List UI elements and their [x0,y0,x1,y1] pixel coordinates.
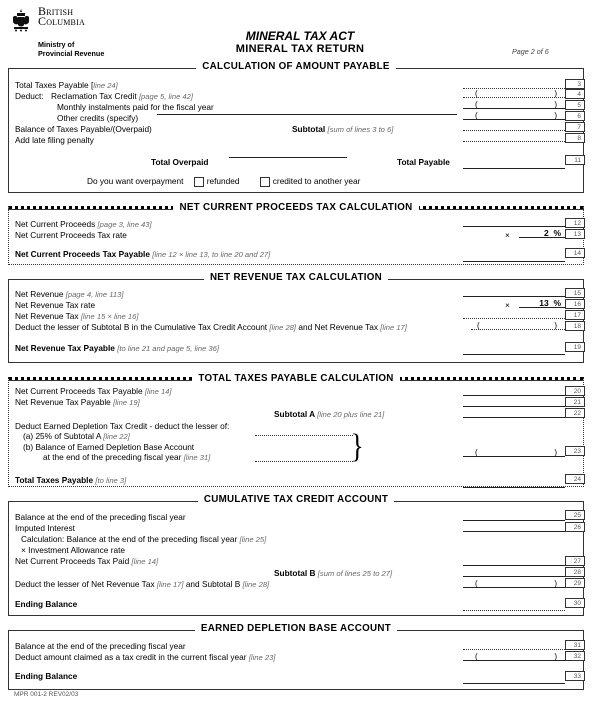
section-title: CALCULATION OF AMOUNT PAYABLE [9,61,583,72]
option-a-field[interactable] [255,435,353,436]
amount-field-6[interactable]: ( ) [463,110,565,120]
line-number-32: 32 [565,651,585,661]
amount-field-15[interactable] [463,287,565,297]
section-ncp-tax [8,202,584,265]
row-nr: Net Revenue [page 4, line 113] [15,289,124,299]
option-b-field[interactable] [255,461,353,462]
line-number-29: 29 [565,578,585,588]
subtotal-b-label: Subtotal B [sum of lines 25 to 27] [274,568,393,578]
row-nr-tax: Net Revenue Tax [line 15 × line 16] [15,311,139,321]
nr-rate-field: 13 % [519,298,565,308]
total-overpaid-label: Total Overpaid [151,157,209,167]
amount-field-7[interactable] [463,121,565,131]
overpayment-question: Do you want overpayment refunded credited to another year [87,176,361,186]
row-edba-ending: Ending Balance [15,671,78,681]
credited-checkbox[interactable] [260,177,270,187]
section-total-taxes [8,373,584,487]
row-reclamation: Deduct: Reclamation Tax Credit [page 5, line 42] [15,91,193,101]
row-option-b-cont: at the end of the preceding fiscal year [line 31] [43,452,211,462]
section-amount-payable [8,61,584,193]
line-number-19: 19 [565,342,585,352]
ministry-line-1: Ministry of [38,40,75,49]
amount-field-8[interactable] [463,132,565,142]
row-deduct-edtc: Deduct Earned Depletion Tax Credit - deduct the lesser of: [15,421,230,431]
line-number-26: 26 [565,522,585,532]
row-option-a: (a) 25% of Subtotal A [line 22] [23,431,130,441]
amount-field-5[interactable]: ( ) [463,99,565,109]
row-balance: Balance of Taxes Payable/(Overpaid) [15,124,152,134]
ministry-line-2: Provincial Revenue [38,48,105,58]
other-credits-specify-field[interactable] [157,114,457,115]
ncp-rate-field: 2 % [519,228,565,238]
row-deduct-lesser: Deduct the lesser of Net Revenue Tax [line 17] and Subtotal B [line 28] [15,579,270,589]
section-title: TOTAL TAXES PAYABLE CALCULATION [9,373,583,384]
line-number-14: 14 [565,248,585,258]
credited-label: credited to another year [272,176,361,186]
line-number-31: 31 [565,640,585,650]
times-symbol: × [505,300,510,310]
amount-field-31[interactable] [463,640,565,650]
amount-field-17[interactable] [463,309,565,319]
amount-field-14[interactable] [463,252,565,262]
line-number-28: 28 [565,567,585,577]
row-ncp-rate: Net Current Proceeds Tax rate [15,230,127,240]
org-line-2: Columbia [38,14,85,28]
amount-field-27[interactable] [463,556,565,566]
row-calculation: Calculation: Balance at the end of the preceding fiscal year [line 25] [21,534,267,544]
line-number-12: 12 [565,218,585,228]
line-number-16: 16 [565,299,585,309]
amount-field-4[interactable]: ( ) [463,88,565,98]
row-ncp-paid: Net Current Proceeds Tax Paid [line 14] [15,556,159,566]
refunded-label: refunded [206,176,240,186]
subtotal-label: Subtotal [sum of lines 3 to 6] [292,124,394,134]
amount-field-28[interactable] [463,567,565,577]
line-number-13: 13 [565,229,585,239]
line-number-20: 20 [565,386,585,396]
section-cumulative [8,494,584,616]
total-overpaid-field[interactable] [229,157,347,158]
subtotal-a-label: Subtotal A [line 20 plus line 21] [274,409,385,419]
row-other-credits: Other credits (specify) [57,113,139,123]
amount-field-19[interactable] [463,345,565,355]
times-symbol: × [505,230,510,240]
row-total-taxes-payable: Total Taxes Payable [to line 3] [15,475,127,485]
amount-field-30[interactable] [463,601,565,611]
line-number-3: 3 [565,79,585,89]
amount-field-32[interactable]: ( ) [463,651,565,661]
refunded-checkbox[interactable] [194,177,204,187]
line-number-23: 23 [565,446,585,456]
row-nr-rate: Net Revenue Tax rate [15,300,96,310]
row-nr-payable: Net Revenue Tax Payable [to line 21 and page 5, line 36] [15,343,219,353]
line-number-21: 21 [565,397,585,407]
row-ending-balance: Ending Balance [15,599,78,609]
line-number-33: 33 [565,671,585,681]
row-nr-deduct: Deduct the lesser of Subtotal B in the Cumulative Tax Credit Account [line 28] and Net Revenue Tax [line 17] [15,322,407,332]
line-number-5: 5 [565,100,585,110]
line-number-7: 7 [565,122,585,132]
amount-field-29[interactable]: ( ) [463,578,565,588]
amount-field-20[interactable] [463,386,565,396]
line-number-22: 22 [565,408,585,418]
line-number-24: 24 [565,474,585,484]
amount-field-22[interactable] [463,408,565,418]
amount-field-24[interactable] [463,478,565,488]
amount-field-18[interactable]: ( ) [471,320,565,330]
section-earned-depletion [8,623,584,690]
form-title: MINERAL TAX RETURN [235,43,365,55]
line-number-27: 27 [565,556,585,566]
row-ncp: Net Current Proceeds [page 3, line 43] [15,219,152,229]
row-edba-balance: Balance at the end of the preceding fiscal year [15,641,186,651]
row-imputed-interest: Imputed Interest [15,523,75,533]
line-number-25: 25 [565,510,585,520]
row-late-penalty: Add late filing penalty [15,135,94,145]
section-nr-tax [8,272,584,363]
act-title: MINERAL TAX ACT [245,29,355,43]
line-number-15: 15 [565,288,585,298]
total-payable-label: Total Payable [397,157,450,167]
amount-field-33[interactable] [463,674,565,684]
row-total-taxes: Total Taxes Payable [line 24] [15,80,118,90]
row-ncp-payable: Net Current Proceeds Tax Payable [line 12 × line 13, to line 20 and 27] [15,249,271,259]
row-instalments: Monthly instalments paid for the fiscal year [57,102,214,112]
line-number-30: 30 [565,598,585,608]
section-title: NET CURRENT PROCEEDS TAX CALCULATION [9,202,583,213]
total-payable-field[interactable] [463,159,565,169]
line-number-11: 11 [565,155,585,165]
line-number-6: 6 [565,111,585,121]
amount-field-25[interactable] [463,511,565,521]
page-indicator: Page 2 of 6 [512,47,549,56]
line-number-18: 18 [565,321,585,331]
row-edba-deduct: Deduct amount claimed as a tax credit in the current fiscal year [line 23] [15,652,276,662]
row-balance-preceding: Balance at the end of the preceding fiscal year [15,512,186,522]
section-title: EARNED DEPLETION BASE ACCOUNT [9,623,583,634]
org-name [38,6,85,26]
form-code: MPR 001-2 REV02/03 [14,691,79,698]
amount-field-21[interactable] [463,397,565,407]
row-option-b: (b) Balance of Earned Depletion Base Account [23,442,195,452]
section-title: NET REVENUE TAX CALCULATION [9,272,583,283]
amount-field-23[interactable]: ( ) [463,447,565,457]
line-number-17: 17 [565,310,585,320]
row-ncp-payable: Net Current Proceeds Tax Payable [line 14] [15,386,172,396]
amount-field-26[interactable] [463,522,565,532]
section-title: CUMULATIVE TAX CREDIT ACCOUNT [9,494,583,505]
row-investment-rate: × Investment Allowance rate [21,545,125,555]
row-nr-payable: Net Revenue Tax Payable [line 19] [15,397,140,407]
line-number-4: 4 [565,89,585,99]
amount-field-12[interactable] [463,217,565,227]
org-line-1: British [38,4,74,18]
brace-symbol: } [350,428,364,465]
line-number-8: 8 [565,133,585,143]
